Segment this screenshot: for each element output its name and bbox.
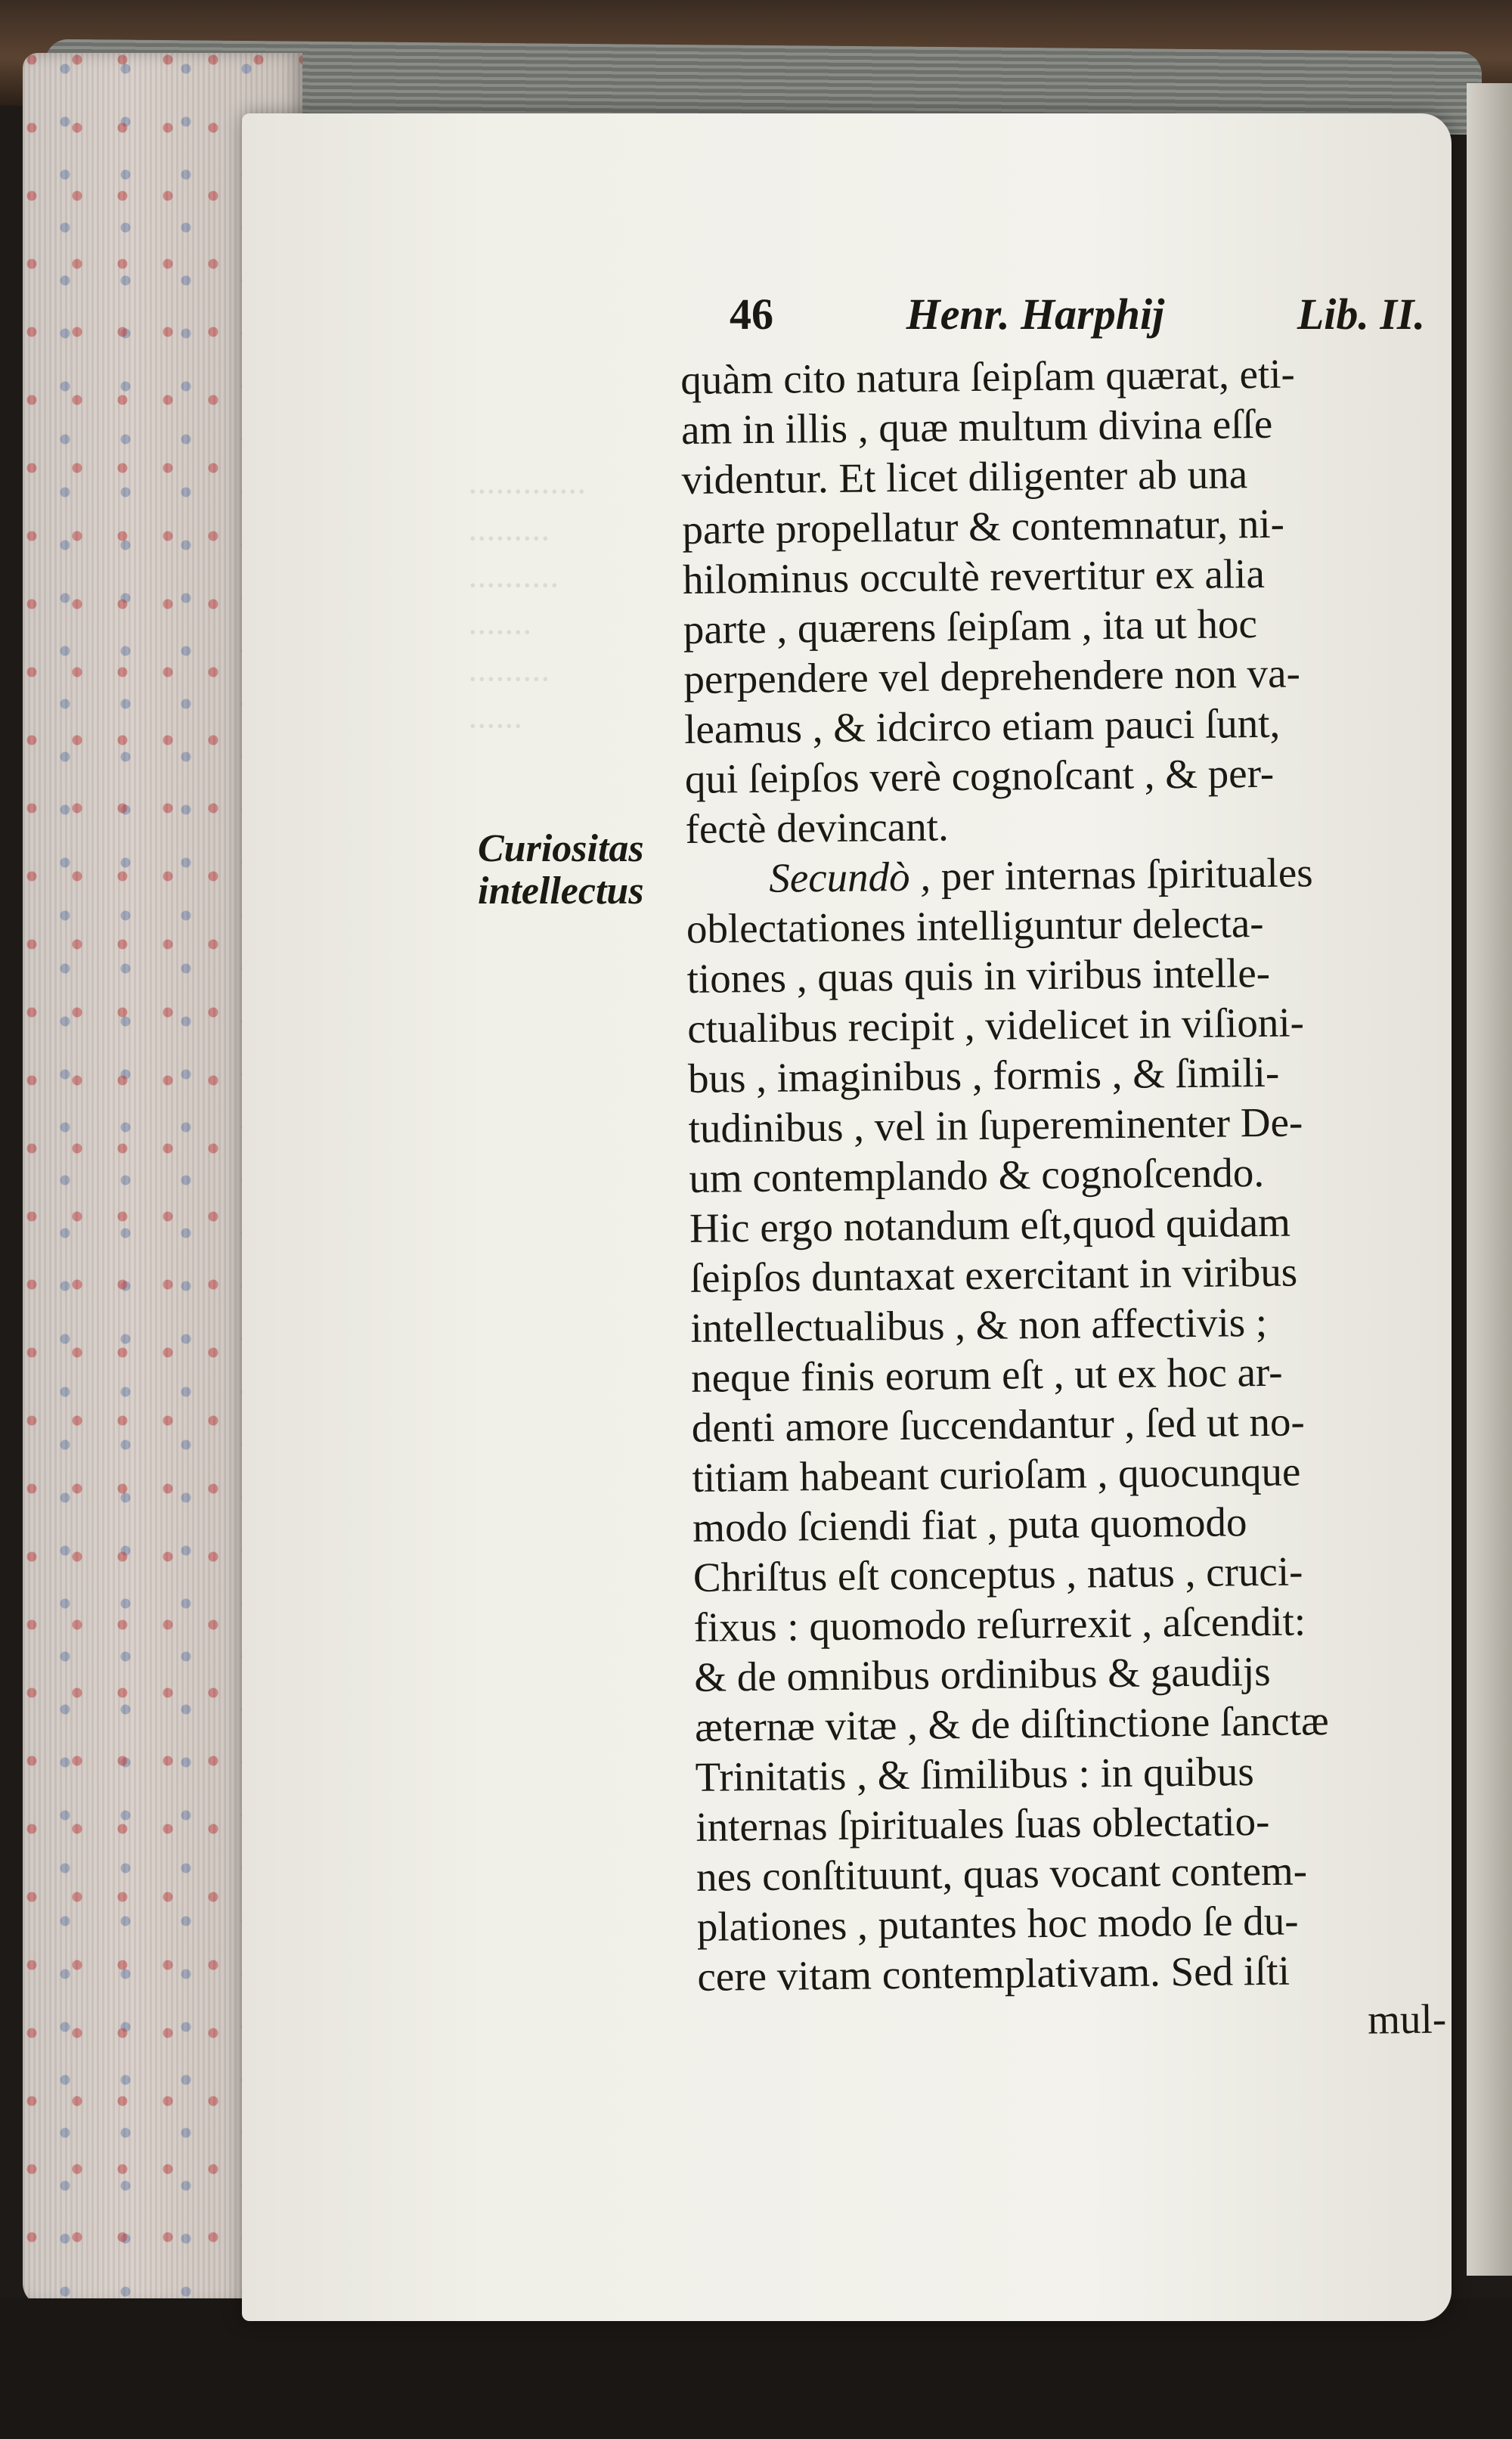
text-line: perpendere vel deprehendere non va- [683, 649, 1301, 702]
facing-page-edge [1467, 83, 1512, 2276]
text-line: leamus , & idcirco etiam pauci ſunt, [683, 699, 1281, 752]
running-head-author: Henr. Harphij [906, 290, 1165, 339]
text-line: quàm cito natura ſeipſam quærat, eti- [680, 350, 1296, 403]
text-line: denti amore ſuccendantur , ſed ut no- [691, 1398, 1306, 1451]
page-number: 46 [730, 290, 773, 339]
text-line: modo ſciendi fiat , puta quomodo [692, 1498, 1247, 1551]
text-line: parte propellatur & contemnatur, ni- [682, 500, 1285, 553]
text-line: titiam habeant curioſam , quocunque [692, 1448, 1301, 1501]
text-line: intellectualibus , & non affectivis ; [690, 1298, 1268, 1351]
paragraph-start [686, 846, 1450, 904]
text-line: ſeipſos duntaxat exercitant in viribus [689, 1248, 1298, 1301]
text-line: Chriſtus eſt conceptus , natus , cruci- [692, 1548, 1303, 1601]
text-line: & de omnibus ordinibus & gaudijs [693, 1647, 1271, 1700]
catchword: mul- [1367, 1995, 1447, 2043]
text-line: nes conſtituunt, quas vocant contem- [696, 1847, 1308, 1900]
text-line: qui ſeipſos verè cognoſcant , & per- [684, 749, 1275, 802]
text-line: Trinitatis , & ſimilibus : in quibus [695, 1748, 1255, 1800]
text-line: fectè devincant. [685, 803, 950, 852]
running-head-book: Lib. II. [1297, 290, 1425, 339]
text-line: bus , imaginibus , formis , & ſimili- [687, 1049, 1280, 1102]
text-line: oblectationes intelliguntur delecta- [686, 899, 1264, 952]
text-line: æternæ vitæ , & de diſtinctione ſanctæ [694, 1697, 1329, 1750]
text-line: Hic ergo notandum eſt,quod quidam [689, 1198, 1291, 1251]
paragraph-first-line: per internas ſpirituales [930, 849, 1313, 900]
margin-note-line: intellectus [478, 869, 644, 913]
text-line: tiones , quas quis in viribus intelle- [686, 949, 1271, 1002]
body-text [680, 347, 1461, 2051]
text-line: cere vitam contemplativam. Sed iſti [697, 1947, 1290, 2000]
text-line: neque finis eorum eſt , ut ex hoc ar- [690, 1348, 1283, 1401]
text-line: internas ſpirituales ſuas oblectatio- [696, 1797, 1270, 1850]
margin-note [478, 828, 697, 913]
running-head [730, 289, 1425, 339]
text-line: parte , quærens ſeipſam , ita ut hoc [683, 600, 1258, 652]
text-line: fixus : quomodo reſurrexit , aſcendit: [693, 1598, 1306, 1650]
margin-note-line: Curiositas [478, 827, 644, 870]
text-line: ctualibus recipit , videlicet in viſioni- [687, 999, 1305, 1052]
text-line: hilominus occultè revertitur ex alia [682, 550, 1266, 603]
show-through-text: ············· ········· ·········· ······· ········· ······ [469, 472, 587, 746]
paragraph-lead: Secundò , [768, 853, 931, 901]
text-line: tudinibus , vel in ſupereminenter De- [688, 1099, 1303, 1151]
text-line: plationes , putantes hoc modo ſe du- [696, 1897, 1299, 1950]
text-line: am in illis , quæ multum divina eſſe [680, 400, 1273, 453]
text-line: um contemplando & cognoſcendo. [689, 1148, 1265, 1201]
text-line: videntur. Et licet diligenter ab una [681, 451, 1248, 503]
